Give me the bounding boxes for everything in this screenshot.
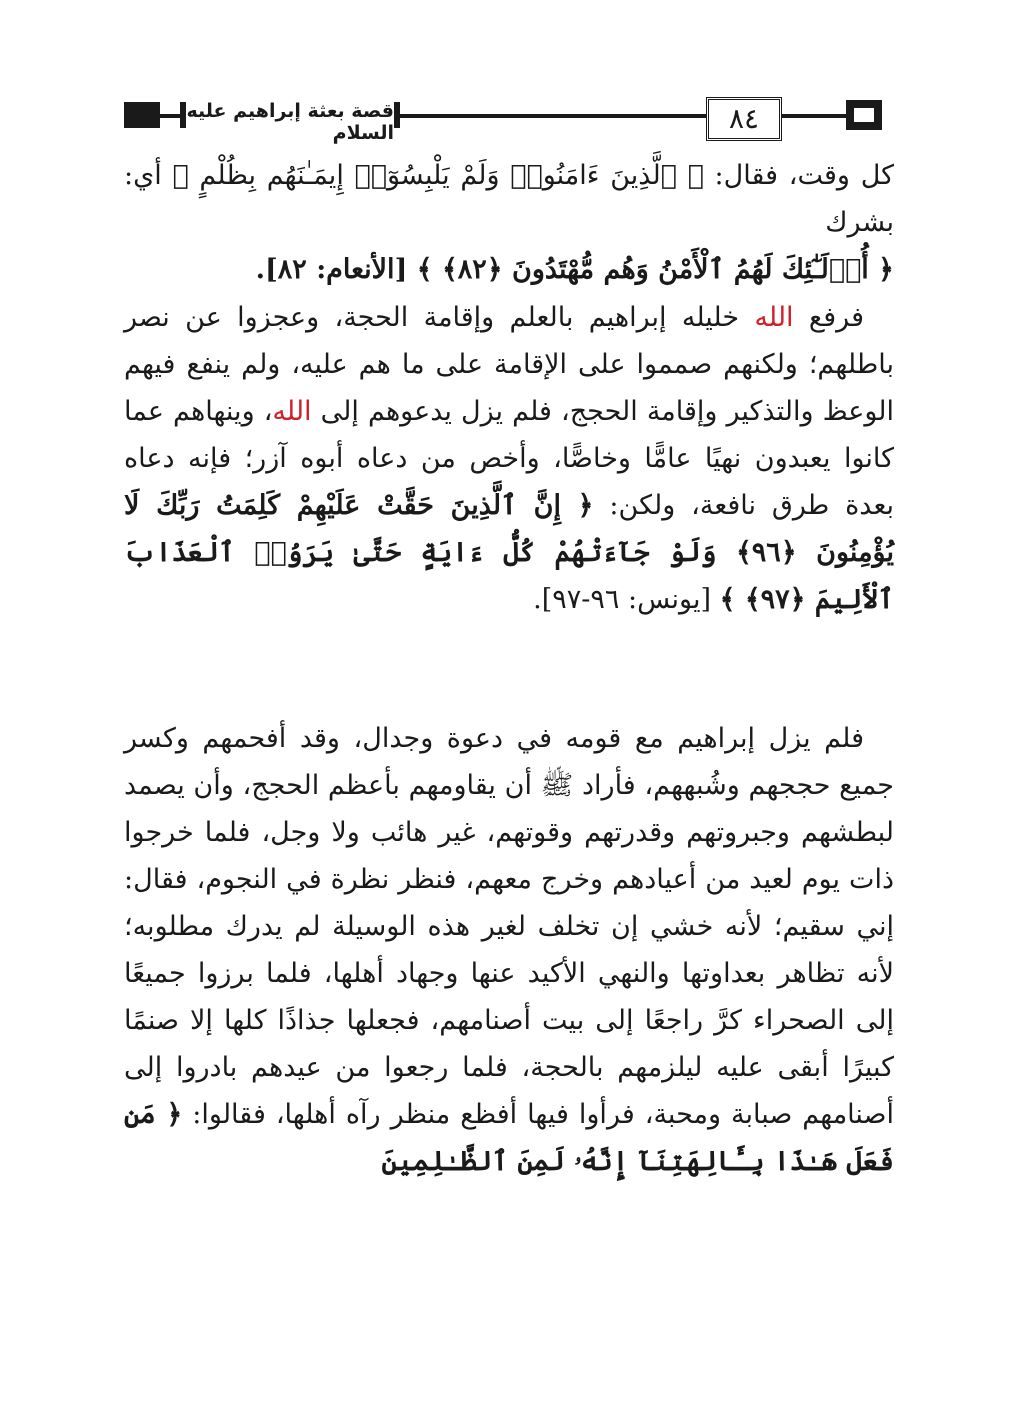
quran-quote: ﴿ مَن فَعَلَ هَـٰذَا بِـَٔالِهَتِنَآ إِنَّهُۥ لَمِنَ ٱلظَّـٰلِمِينَ [124,1099,894,1177]
paragraph-2 [124,294,894,623]
verse-line-2: ﴿ أُو۟لَـٰٓئِكَ لَهُمُ ٱلْأَمْنُ وَهُم مُّهْتَدُونَ ﴿٨٢﴾ ﴾ [الأنعام: ٨٢]. [255,254,894,285]
header-rule-right [782,114,846,118]
quran-reference: [يونس: ٩٦-٩٧]. [533,584,712,615]
allah-name: الله [754,302,794,333]
page-title: قصة بعثة إبراهيم عليه السلام [186,100,394,144]
p3-text: فلم يزل إبراهيم مع قومه في دعوة وجدال، وقد أفحمهم وكسر جميع حججهم وشُبههم، فأراد ﷺ أن يقاومهم بأعظم الحجج، وأن يصمد لبطشهم وجبروتهم وقدرتهم وقوتهم، غير هائب ولا وجل، فلما خرجوا ذات يوم لعيد من أعيادهم وخرج معهم، فنظر نظرة في النجوم، فقال: إني سقيم؛ لأنه خشي إن تخلف لغير هذه الوسيلة لم يدرك مطلوبه؛ لأنه تظاهر بعداوتها والنهي الأكيد عنها وجهاد أهلها، فلما برزوا جميعًا إلى الصحراء كرَّ راجعًا إلى بيت أصنامهم، فجعلها جذاذًا كلها إلا صنمًا كبيرًا أبقى عليه ليلزمهم بالحجة، فلما رجعوا من عيدهم بادروا إلى أصنامهم صبابة ومحبة، فرأوا فيها أفظع منظر رآه أهلها، فقالوا: [124,723,894,1130]
allah-name: الله [272,396,312,427]
paragraph-3 [124,715,894,1185]
header-end-block-inner [854,108,874,122]
page-header [124,92,894,142]
p2-text-b: خليله إبراهيم بالعلم وإقامة الحجة، وعجزوا عن نصر باطلهم؛ ولكنهم صمموا على الإقامة على ما هم عليه، ولم ينفع فيهم الوعظ والتذكير وإقامة الحجج، فلم يزل يدعوهم إلى [124,302,894,427]
paragraph-1 [124,152,894,293]
verse-line-1: كل وقت، فقال: ﴿ ٱلَّذِينَ ءَامَنُوا۟ وَلَمْ يَلْبِسُوٓا۟ إِيمَـٰنَهُم بِظُلْمٍ ﴾ أي: بشرك [124,160,894,238]
page-number: ٨٤ [706,97,782,141]
header-rule-middle [400,114,706,118]
p2-text-c: ، وينهاهم عما كانوا يعبدون نهيًا عامًّا وخاصًّا، وأخص من دعاه أبوه آزر؛ فإنه دعاه بعدة طرق نافعة، ولكن: [124,396,894,521]
p2-text-a: فرفع [808,302,864,333]
quran-quote: ﴿ إِنَّ ٱلَّذِينَ حَقَّتْ عَلَيْهِمْ كَلِمَتُ رَبِّكَ لَا يُؤْمِنُونَ ﴿٩٦﴾ وَلَوْ جَآءَتْهُمْ كُلُّ ءَايَةٍ حَتَّىٰ يَرَوُا۟ ٱلْعَذَابَ ٱلْأَلِيمَ ﴿٩٧﴾ ﴾ [124,490,894,615]
